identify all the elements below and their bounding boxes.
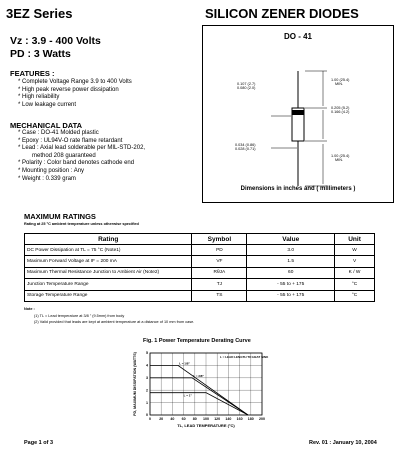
header-rating: Rating bbox=[25, 234, 192, 245]
chart-annotation: L = 1" bbox=[183, 393, 192, 398]
dim-body-length: 0.205 (5.2) 0.166 (4.2) bbox=[331, 106, 350, 115]
y-tick-label: 5 bbox=[146, 351, 148, 356]
y-tick-label: 3 bbox=[146, 376, 148, 380]
features-list bbox=[18, 79, 132, 109]
symbol-cell: PD bbox=[192, 245, 247, 256]
dim-lead-length-bottom: 1.00 (25.4) MIN. bbox=[331, 154, 350, 163]
unit-cell: W bbox=[335, 245, 375, 256]
value-cell: 3.0 bbox=[247, 245, 335, 256]
revision-date: Rev. 01 : January 10, 2004 bbox=[309, 440, 377, 446]
table-row bbox=[25, 245, 375, 256]
x-tick-label: 60 bbox=[181, 417, 186, 421]
mechanical-item: * Epoxy : UL94V-O rate flame retardant bbox=[18, 137, 123, 144]
value-cell: 60 bbox=[247, 267, 335, 278]
header-symbol: Symbol bbox=[192, 234, 247, 245]
y-tick-label: 1 bbox=[146, 400, 148, 405]
rating-cell: Maximum Forward Voltage at IF = 200 mA bbox=[25, 256, 192, 267]
symbol-cell: TJ bbox=[192, 279, 247, 290]
feature-item: * Complete Voltage Range 3.9 to 400 Volts bbox=[18, 79, 132, 85]
chart-annotation: L = 1/8" bbox=[179, 361, 190, 366]
table-header-row bbox=[25, 234, 375, 245]
feature-item: * High reliability bbox=[18, 94, 60, 101]
power-rating: PD : 3 Watts bbox=[10, 48, 71, 60]
series-line bbox=[150, 378, 248, 415]
unit-cell: °C bbox=[335, 290, 375, 301]
symbol-cell: TS bbox=[192, 290, 247, 301]
voltage-range: Vz : 3.9 - 400 Volts bbox=[10, 35, 101, 47]
ratings-subtitle: Rating at 25 °C ambient temperature unless otherwise specified bbox=[24, 222, 139, 226]
table-row bbox=[25, 290, 375, 301]
y-tick-label: 2 bbox=[146, 388, 148, 393]
rating-cell: DC Power Dissipation at TL = 75 °C (Note1) bbox=[25, 245, 192, 256]
value-cell: 1.5 bbox=[247, 256, 335, 267]
chart-annotation: L = LEAD LENGTH TO HEAT SINK bbox=[220, 354, 269, 359]
feature-item: * Low leakage current bbox=[18, 101, 77, 108]
x-tick-label: 160 bbox=[236, 417, 243, 421]
page-number: Page 1 of 3 bbox=[24, 440, 54, 446]
table-row bbox=[25, 267, 375, 278]
unit-cell: K / W bbox=[335, 267, 375, 278]
note-item: (1) TL = Lead temperature at 3/8 " (9.5mm) from body bbox=[34, 314, 125, 318]
symbol-cell: VF bbox=[192, 256, 247, 267]
rating-cell: Junction Temperature Range bbox=[25, 279, 192, 290]
chart-annotation: L = 3/8" bbox=[193, 373, 204, 378]
table-row bbox=[25, 256, 375, 267]
y-tick-label: 4 bbox=[146, 363, 148, 368]
ratings-heading: MAXIMUM RATINGS bbox=[24, 212, 96, 221]
mechanical-heading: MECHANICAL DATA bbox=[10, 121, 83, 130]
rating-cell: Maximum Thermal Resistance Junction to Ambient Air (Note2) bbox=[25, 267, 192, 278]
x-tick-label: 200 bbox=[259, 417, 265, 421]
x-axis-label: TL, LEAD TEMPERATURE (°C) bbox=[177, 423, 235, 428]
series-title: 3EZ Series bbox=[6, 6, 73, 21]
header-unit: Unit bbox=[335, 234, 375, 245]
x-tick-label: 40 bbox=[170, 417, 175, 421]
symbol-cell: RθJA bbox=[192, 267, 247, 278]
x-tick-label: 20 bbox=[159, 417, 164, 421]
value-cell: - 55 to + 175 bbox=[247, 279, 335, 290]
dim-lead-diameter: 0.034 (0.86) 0.028 (0.71) bbox=[235, 143, 256, 152]
y-axis-label: PD, MAXIMUM DISSIPATION (WATTS) bbox=[133, 352, 137, 416]
x-tick-label: 120 bbox=[214, 417, 221, 421]
value-cell: - 55 to + 175 bbox=[247, 290, 335, 301]
feature-item: * High peak reverse power dissipation bbox=[18, 86, 119, 93]
note-item: (2) Valid provided that leads are kept at ambient temperature at a distance of 10 mm from case. bbox=[34, 320, 195, 324]
x-tick-label: 80 bbox=[192, 417, 197, 421]
dim-body-diameter: 0.107 (2.7) 0.080 (2.0) bbox=[237, 82, 256, 91]
table-row bbox=[25, 279, 375, 290]
mechanical-item: * Lead : Axial lead solderable per MIL-STD-202, bbox=[18, 145, 146, 152]
x-tick-label: 0 bbox=[149, 417, 151, 421]
x-tick-label: 100 bbox=[203, 417, 209, 421]
features-heading: FEATURES : bbox=[10, 69, 55, 78]
y-tick-label: 0 bbox=[146, 413, 148, 418]
mechanical-item: * Mounting position : Any bbox=[18, 167, 85, 174]
mechanical-item: * Case : DO-41 Molded plastic bbox=[18, 130, 99, 136]
diode-drawing bbox=[203, 26, 393, 202]
unit-cell: V bbox=[335, 256, 375, 267]
unit-cell: °C bbox=[335, 279, 375, 290]
dim-lead-length-top: 1.00 (25.4) MIN. bbox=[331, 78, 350, 87]
notes-heading: Note : bbox=[24, 307, 35, 311]
document-title: SILICON ZENER DIODES bbox=[205, 6, 359, 21]
ratings-table bbox=[24, 233, 375, 302]
derating-chart bbox=[120, 348, 280, 438]
mechanical-list bbox=[18, 130, 145, 183]
header-value: Value bbox=[247, 234, 335, 245]
mechanical-item: * Weight : 0.339 gram bbox=[18, 175, 76, 182]
chart-title: Fig. 1 Power Temperature Derating Curve bbox=[143, 338, 251, 344]
dimension-caption: Dimensions in inches and ( millimeters ) bbox=[240, 186, 356, 192]
mechanical-item: * Polarity : Color band denotes cathode end bbox=[18, 160, 135, 167]
mechanical-item: method 208 guaranteed bbox=[32, 152, 96, 159]
package-outline-box bbox=[202, 25, 394, 203]
rating-cell: Storage Temperature Range bbox=[25, 290, 192, 301]
x-tick-label: 140 bbox=[225, 417, 232, 421]
series-line bbox=[150, 393, 248, 415]
package-title: DO - 41 bbox=[283, 32, 312, 41]
x-tick-label: 180 bbox=[247, 417, 254, 421]
